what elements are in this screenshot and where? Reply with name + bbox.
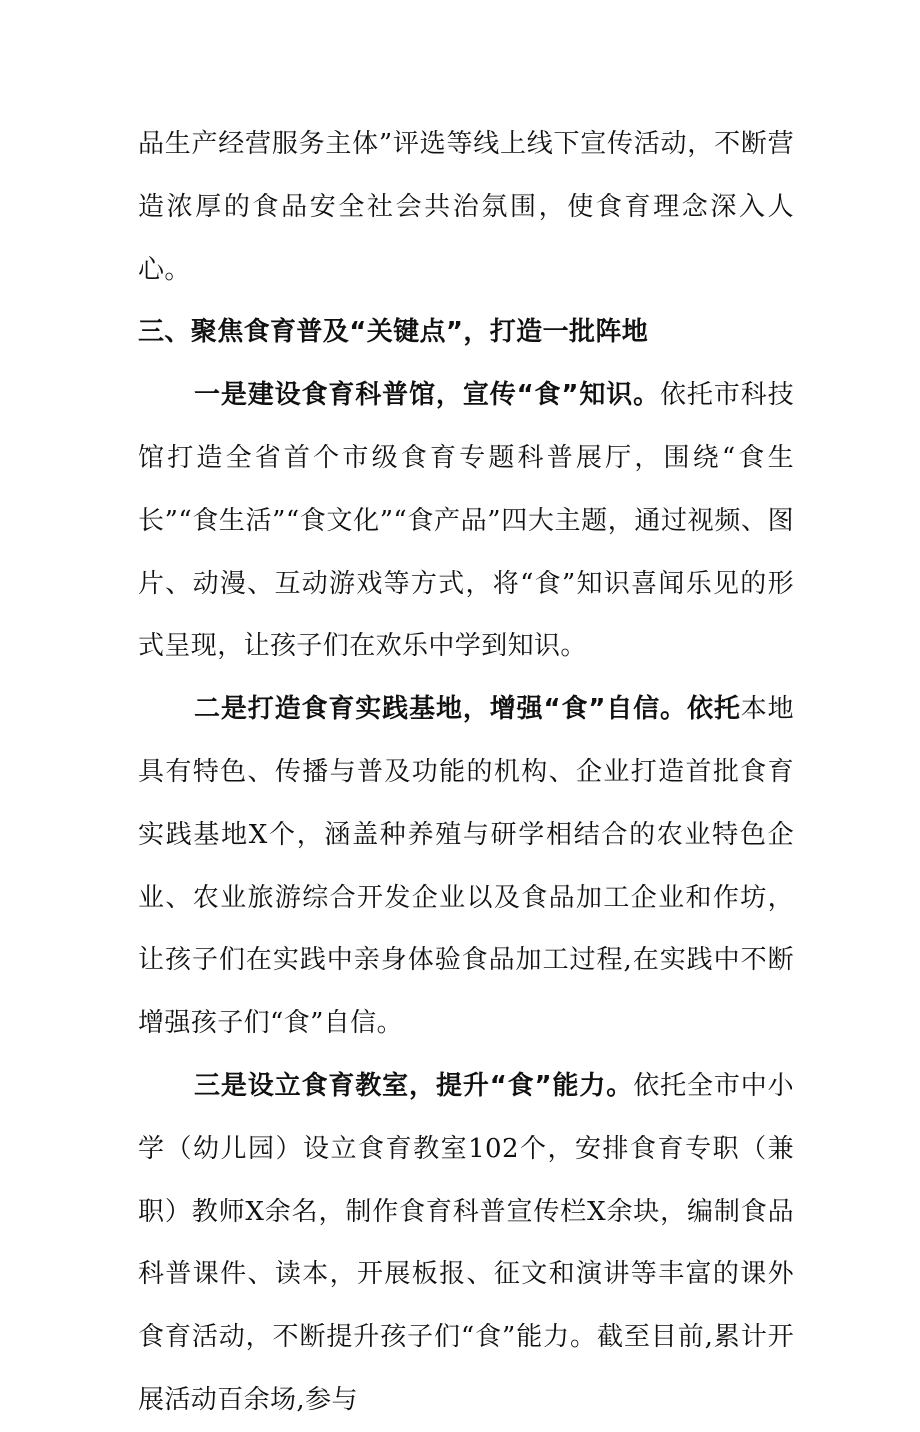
section-heading — [138, 301, 794, 364]
item-3-body: 依托全市中小学（幼儿园）设立食育教室102个，安排食育专职（兼职）教师X余名，制作食育科普宣传栏X余块，编制食品科普课件、读本，开展板报、征文和演讲等丰富的课外食育活动，不断提升孩子们“食”能力。截至目前,累计开展活动百余场,参与 — [138, 1070, 794, 1415]
item-paragraph-2 — [138, 678, 794, 1055]
section-heading-text: 三、聚焦食育普及“关键点”，打造一批阵地 — [138, 317, 649, 348]
item-paragraph-3 — [138, 1055, 794, 1432]
continued-paragraph-text: 品生产经营服务主体”评选等线上线下宣传活动，不断营造浓厚的食品安全社会共治氛围，使食育理念深入人心。 — [138, 129, 794, 285]
continued-paragraph — [138, 113, 794, 301]
document-body — [138, 113, 794, 1432]
item-paragraph-1 — [138, 364, 794, 678]
item-1-body: 依托市科技馆打造全省首个市级食育专题科普展厅，围绕“食生长”“食生活”“食文化”“食产品”四大主题，通过视频、图片、动漫、互动游戏等方式，将“食”知识喜闻乐见的形式呈现，让孩子们在欢乐中学到知识。 — [138, 380, 794, 662]
item-2-lead: 二是打造食育实践基地，增强“食”自信。依托 — [194, 694, 741, 725]
item-3-lead: 三是设立食育教室，提升“食”能力。 — [194, 1070, 634, 1101]
item-1-lead: 一是建设食育科普馆，宣传“食”知识。 — [194, 380, 661, 411]
item-2-body: 本地具有特色、传播与普及功能的机构、企业打造首批食育实践基地X个，涵盖种养殖与研学相结合的农业特色企业、农业旅游综合开发企业以及食品加工企业和作坊，让孩子们在实践中亲身体验食品加工过程,在实践中不断增强孩子们“食”自信。 — [138, 694, 795, 1039]
